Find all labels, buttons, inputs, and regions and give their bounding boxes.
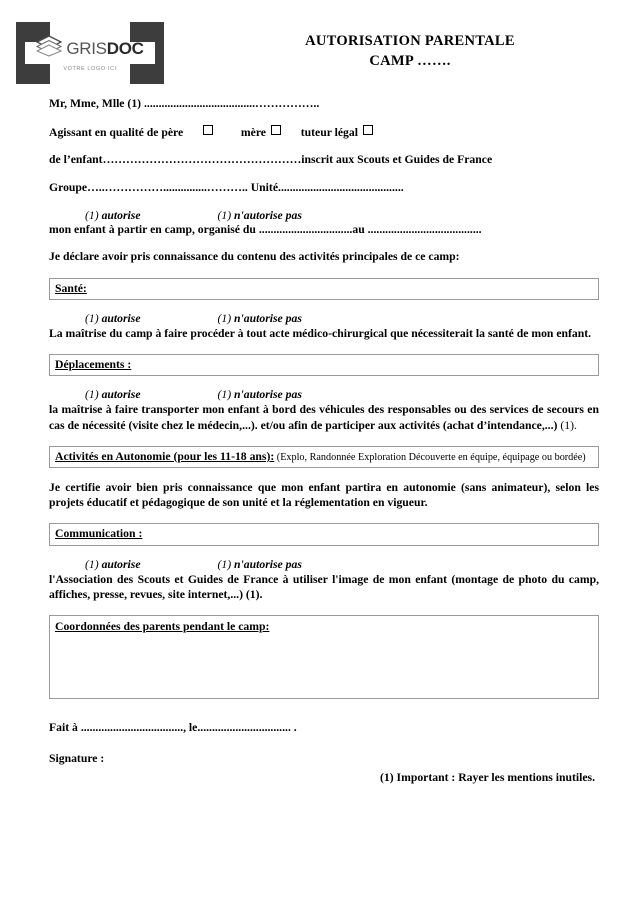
checkbox-pere[interactable] — [203, 125, 213, 135]
signature-label: Signature : — [49, 752, 105, 766]
logo-content — [30, 28, 150, 78]
section-header-communication — [49, 523, 599, 545]
communication-authorize-marker[interactable]: (1) — [85, 557, 99, 571]
deplacements-body-text: la maîtrise à faire transporter mon enfant à bord des véhicules des responsables ou des services de secours en cas de nécessité (visite chez le médecin,...). et/ou afin de participer aux activités (achat d’intendance,...) — [49, 403, 599, 432]
camp-start-date-blank[interactable]: ................................ — [255, 222, 353, 236]
deplacements-authorize-label[interactable]: autorise — [101, 388, 141, 402]
main-consent-options — [49, 209, 599, 222]
autonomie-body: Je certifie avoir bien pris connaissance que mon enfant partira en autonomie (sans animateur), selon les projets éducatif et pédagogique de son unité et la réglementation en vigueur. — [49, 481, 599, 510]
deplacements-authorize-marker[interactable]: (1) — [85, 388, 99, 402]
unit-blank[interactable]: ........................................... — [278, 180, 404, 194]
communication-authorize-label[interactable]: autorise — [101, 557, 141, 571]
logo-word-bold: DOC — [106, 38, 144, 58]
important-note: (1) Important : Rayer les mentions inutiles. — [379, 771, 595, 785]
sante-not-authorize-label[interactable]: n'autorise pas — [234, 311, 302, 325]
deplacements-not-authorize-marker[interactable]: (1) — [217, 388, 232, 402]
section-header-autonomie — [49, 446, 599, 468]
field-child-name — [49, 153, 599, 168]
section-title-autonomie: Activités en Autonomie (pour les 11-18 ans): — [55, 449, 275, 463]
sante-consent-options — [49, 312, 599, 325]
section-title-deplacements: Déplacements : — [55, 358, 132, 372]
parents-contact-box[interactable] — [49, 615, 599, 699]
section-note-autonomie: (Explo, Randonnée Exploration Découverte en équipe, équipage ou bordée) — [274, 451, 586, 463]
date-blank[interactable]: ................................ . — [197, 721, 297, 735]
field-capacity — [49, 125, 599, 141]
main-not-authorize-label[interactable]: n'autorise pas — [234, 208, 302, 222]
capacity-label-tuteur: tuteur légal — [300, 125, 358, 139]
page-title-line1: AUTORISATION PARENTALE — [305, 33, 515, 49]
main-authorize-marker[interactable]: (1) — [85, 208, 99, 222]
logo-main-row — [36, 35, 143, 62]
sante-authorize-label[interactable]: autorise — [101, 311, 141, 325]
main-not-authorize-marker[interactable]: (1) — [217, 208, 232, 222]
document-body — [49, 97, 599, 784]
group-label: Groupe — [49, 180, 88, 194]
communication-consent-options — [49, 558, 599, 571]
communication-not-authorize-marker[interactable]: (1) — [217, 557, 232, 571]
field-parent-name — [49, 97, 599, 112]
capacity-label-mere: mère — [240, 125, 266, 139]
page-title — [200, 32, 620, 71]
sante-not-authorize-group — [217, 312, 301, 325]
main-consent-mid: au — [352, 222, 365, 236]
deplacements-not-authorize-label[interactable]: n'autorise pas — [234, 388, 302, 402]
place-blank[interactable]: ..................................., — [77, 721, 186, 735]
main-authorize-label[interactable]: autorise — [101, 208, 141, 222]
child-label: de l’enfant — [49, 153, 103, 167]
main-not-authorize-group — [217, 209, 301, 222]
stacked-layers-icon — [36, 35, 62, 62]
communication-not-authorize-label[interactable]: n'autorise pas — [234, 557, 302, 571]
section-header-deplacements — [49, 354, 599, 376]
logo-word-light: GRIS — [66, 38, 107, 58]
parent-name-label: Mr, Mme, Mlle (1) — [49, 97, 142, 110]
sante-not-authorize-marker[interactable]: (1) — [217, 311, 232, 325]
field-group-unit — [49, 181, 599, 196]
parents-contact-label: Coordonnées des parents pendant le camp: — [55, 620, 270, 634]
child-suffix: inscrit aux Scouts et Guides de France — [301, 153, 493, 167]
main-consent-text — [49, 223, 599, 238]
logo-tagline: VOTRE LOGO ICI — [63, 65, 117, 72]
section-title-sante: Santé: — [55, 281, 87, 295]
logo-frame — [16, 22, 164, 84]
place-label: Fait à — [49, 721, 78, 735]
unit-label: Unité — [250, 180, 279, 194]
parent-name-blank[interactable]: ......................................…………….. — [141, 97, 320, 110]
field-place-date — [49, 721, 599, 734]
checkbox-mere[interactable] — [271, 125, 281, 135]
checkbox-tuteur-legal[interactable] — [363, 125, 373, 135]
declaration-text: Je déclare avoir pris connaissance du contenu des activités principales de ce camp: — [49, 250, 460, 264]
main-consent-before: mon enfant à partir en camp, organisé du — [49, 222, 256, 236]
deplacements-body — [49, 402, 599, 432]
sante-body: La maîtrise du camp à faire procéder à tout acte médico-chirurgical que nécessiterait la santé de mon enfant. — [49, 326, 592, 340]
deplacements-body-suffix: (1). — [560, 418, 577, 432]
section-title-communication: Communication : — [55, 527, 143, 541]
section-header-sante — [49, 278, 599, 300]
deplacements-consent-options — [49, 388, 599, 401]
group-blank[interactable]: …..……………...............……….. — [87, 180, 248, 194]
logo-wordmark — [66, 40, 143, 57]
capacity-label: Agissant en qualité de père — [49, 125, 184, 139]
child-name-blank[interactable]: …………………………………………… — [102, 153, 302, 167]
camp-end-date-blank[interactable]: ....................................... — [364, 222, 482, 236]
date-label: le — [188, 721, 198, 735]
sante-authorize-marker[interactable]: (1) — [85, 311, 99, 325]
document-header — [0, 0, 636, 86]
page-title-line2: CAMP ……. — [369, 52, 451, 69]
deplacements-not-authorize-group — [217, 388, 301, 401]
communication-body: l'Association des Scouts et Guides de France à utiliser l'image de mon enfant (montage de photo du camp, affiches, presse, revues, site internet,...) (1). — [49, 572, 599, 601]
communication-not-authorize-group — [217, 558, 301, 571]
